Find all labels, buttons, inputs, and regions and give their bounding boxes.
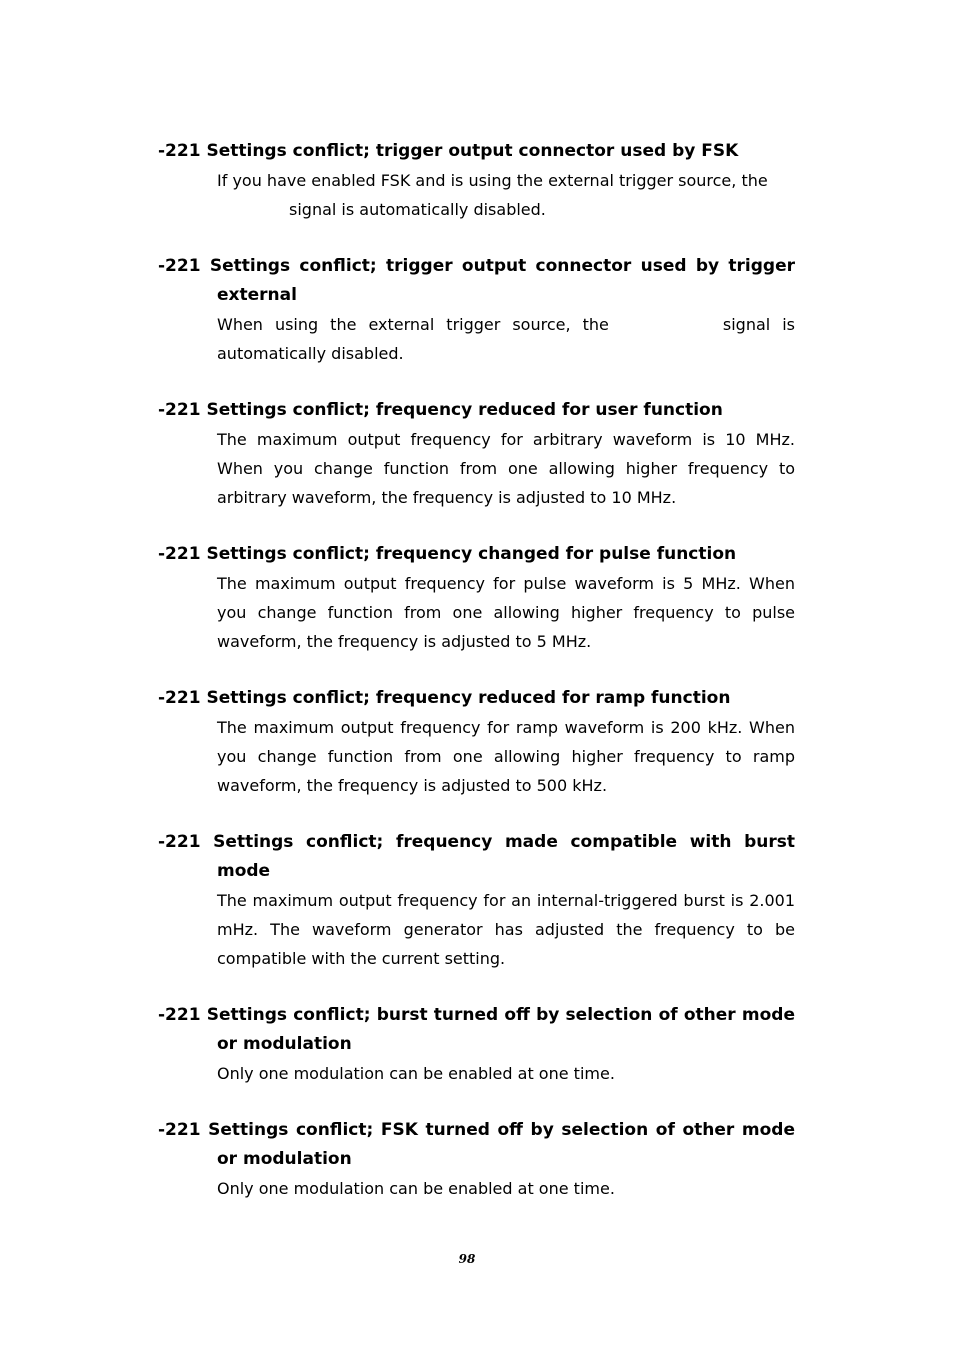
entry-body-part1: If you have enabled FSK and is using the external trigger source, the <box>217 171 768 190</box>
entry-body: The maximum output frequency for ramp waveform is 200 kHz. When you change function from one allowing higher frequency to ramp waveform, the frequency is adjusted to 500 kHz. <box>217 718 795 795</box>
entry-body: The maximum output frequency for arbitrary waveform is 10 MHz. When you change function from one allowing higher frequency to arbitrary waveform, the frequency is adjusted to 10 MHz. <box>217 430 795 507</box>
entry-body: The maximum output frequency for pulse waveform is 5 MHz. When you change function from one allowing higher frequency to pulse waveform, the frequency is adjusted to 5 MHz. <box>217 574 795 651</box>
error-entry <box>158 252 795 368</box>
entry-body: The maximum output frequency for an internal-triggered burst is 2.001 mHz. The waveform generator has adjusted the frequency to be compatible with the current setting. <box>217 891 795 968</box>
entry-title: -221 Settings conflict; FSK turned off by selection of other mode or modulation <box>158 1120 795 1169</box>
error-entry <box>158 396 795 512</box>
entry-body <box>158 310 795 368</box>
entry-title: -221 Settings conflict; burst turned off by selection of other mode or modulation <box>158 1005 795 1054</box>
page-number: 98 <box>458 1252 476 1266</box>
error-entry <box>158 1001 795 1088</box>
entry-body <box>158 166 795 224</box>
entry-body-part2: signal is automatically disabled. <box>217 315 795 363</box>
error-entry <box>158 1116 795 1203</box>
entry-title: -221 Settings conflict; trigger output connector used by trigger external <box>158 256 795 305</box>
error-entry <box>158 540 795 656</box>
error-entry <box>158 137 795 224</box>
error-entry <box>158 684 795 800</box>
entry-title: -221 Settings conflict; trigger output connector used by FSK <box>158 141 739 161</box>
entry-body-part1: When using the external trigger source, the <box>217 315 609 334</box>
entry-title: -221 Settings conflict; frequency made compatible with burst mode <box>158 832 795 881</box>
entry-body: Only one modulation can be enabled at one time. <box>217 1179 615 1198</box>
entry-title: -221 Settings conflict; frequency reduced for user function <box>158 400 723 420</box>
entry-title: -221 Settings conflict; frequency changed for pulse function <box>158 544 737 564</box>
error-entry <box>158 828 795 973</box>
entry-body-part2: signal is automatically disabled. <box>289 200 546 219</box>
document-content <box>158 137 795 1231</box>
entry-title: -221 Settings conflict; frequency reduced for ramp function <box>158 688 731 708</box>
entry-body: Only one modulation can be enabled at one time. <box>217 1064 615 1083</box>
